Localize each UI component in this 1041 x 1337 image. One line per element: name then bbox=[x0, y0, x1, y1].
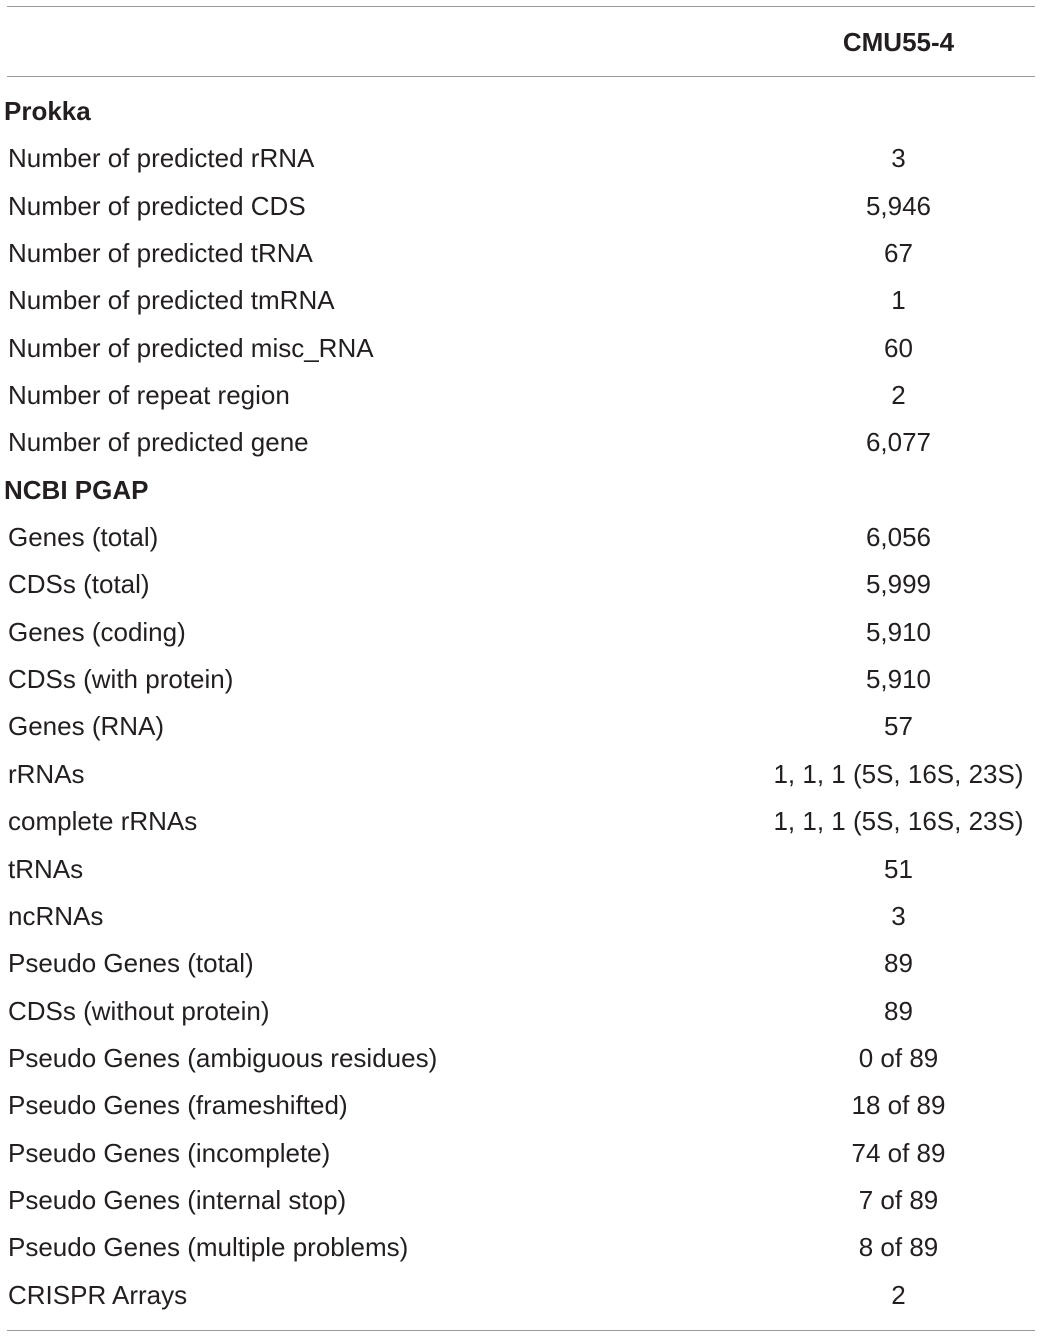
row-label: Pseudo Genes (ambiguous residues) bbox=[8, 1042, 438, 1073]
row-label: tRNAs bbox=[8, 853, 84, 884]
table-row bbox=[0, 419, 1041, 466]
row-label: Number of predicted tmRNA bbox=[8, 285, 335, 316]
table-row bbox=[0, 325, 1041, 372]
row-value: 3 bbox=[891, 143, 906, 174]
table-row bbox=[0, 1272, 1041, 1319]
row-value: 1, 1, 1 (5S, 16S, 23S) bbox=[773, 806, 1024, 837]
table-row bbox=[0, 561, 1041, 608]
row-label: Pseudo Genes (multiple problems) bbox=[8, 1232, 409, 1263]
table-row bbox=[0, 183, 1041, 230]
table-row bbox=[0, 703, 1041, 750]
row-value: 1 bbox=[891, 285, 906, 316]
table-row bbox=[0, 135, 1041, 182]
section-header-row bbox=[0, 467, 1041, 514]
table-row bbox=[0, 1082, 1041, 1129]
row-label: Genes (coding) bbox=[8, 616, 186, 647]
row-value: 74 of 89 bbox=[851, 1137, 946, 1168]
row-value: 5,999 bbox=[865, 569, 932, 600]
row-label: Pseudo Genes (total) bbox=[8, 948, 254, 979]
row-label: CDSs (total) bbox=[8, 569, 150, 600]
table-row bbox=[0, 798, 1041, 845]
row-label: Number of predicted tRNA bbox=[8, 238, 313, 269]
table-row bbox=[0, 1035, 1041, 1082]
table-row bbox=[0, 988, 1041, 1035]
row-label: ncRNAs bbox=[8, 900, 104, 931]
row-value: 51 bbox=[884, 853, 913, 884]
row-value: 3 bbox=[891, 900, 906, 931]
row-value: 60 bbox=[884, 332, 913, 363]
row-label: CRISPR Arrays bbox=[8, 1279, 188, 1310]
row-value: 6,077 bbox=[865, 427, 932, 458]
row-value: 1, 1, 1 (5S, 16S, 23S) bbox=[773, 758, 1024, 789]
row-label: Number of predicted CDS bbox=[8, 190, 306, 221]
table-bottom-rule bbox=[7, 1330, 1035, 1331]
column-header-strain: CMU55-4 bbox=[842, 27, 955, 57]
table-row bbox=[0, 940, 1041, 987]
table-row bbox=[0, 656, 1041, 703]
row-label: CDSs (without protein) bbox=[8, 995, 270, 1026]
row-value: 0 of 89 bbox=[858, 1042, 939, 1073]
row-value: 6,056 bbox=[865, 522, 932, 553]
table-row bbox=[0, 751, 1041, 798]
row-label: Number of predicted misc_RNA bbox=[8, 332, 374, 363]
row-label: Number of predicted rRNA bbox=[8, 143, 315, 174]
section-header-row bbox=[0, 88, 1041, 135]
row-label: Number of repeat region bbox=[8, 380, 290, 411]
table-top-rule bbox=[7, 6, 1035, 7]
row-value: 2 bbox=[891, 1279, 906, 1310]
row-label: NCBI PGAP bbox=[4, 474, 149, 505]
row-value: 18 of 89 bbox=[851, 1090, 946, 1121]
row-label: Genes (total) bbox=[8, 522, 159, 553]
table-row bbox=[0, 1224, 1041, 1271]
table-row bbox=[0, 609, 1041, 656]
row-value: 89 bbox=[884, 995, 913, 1026]
table-row bbox=[0, 1177, 1041, 1224]
row-label: Genes (RNA) bbox=[8, 711, 165, 742]
table-row bbox=[0, 372, 1041, 419]
row-label: Number of predicted gene bbox=[8, 427, 309, 458]
table-body bbox=[0, 88, 1041, 1319]
row-value: 5,910 bbox=[865, 664, 932, 695]
row-label: Pseudo Genes (incomplete) bbox=[8, 1137, 331, 1168]
row-value: 89 bbox=[884, 948, 913, 979]
row-label: Pseudo Genes (frameshifted) bbox=[8, 1090, 348, 1121]
row-label: Pseudo Genes (internal stop) bbox=[8, 1184, 347, 1215]
row-value: 67 bbox=[884, 238, 913, 269]
table-row bbox=[0, 277, 1041, 324]
table-row bbox=[0, 230, 1041, 277]
table-header-rule bbox=[7, 76, 1035, 77]
row-value: 5,946 bbox=[865, 190, 932, 221]
row-value: 8 of 89 bbox=[858, 1232, 939, 1263]
row-value: 7 of 89 bbox=[858, 1184, 939, 1215]
table-row bbox=[0, 846, 1041, 893]
table-row bbox=[0, 1130, 1041, 1177]
table-row bbox=[0, 893, 1041, 940]
row-value: 57 bbox=[884, 711, 913, 742]
row-label: Prokka bbox=[4, 96, 91, 126]
row-label: CDSs (with protein) bbox=[8, 664, 234, 695]
row-label: rRNAs bbox=[8, 758, 85, 789]
table-row bbox=[0, 514, 1041, 561]
row-value: 5,910 bbox=[865, 616, 932, 647]
row-label: complete rRNAs bbox=[8, 806, 198, 837]
row-value: 2 bbox=[891, 380, 906, 411]
